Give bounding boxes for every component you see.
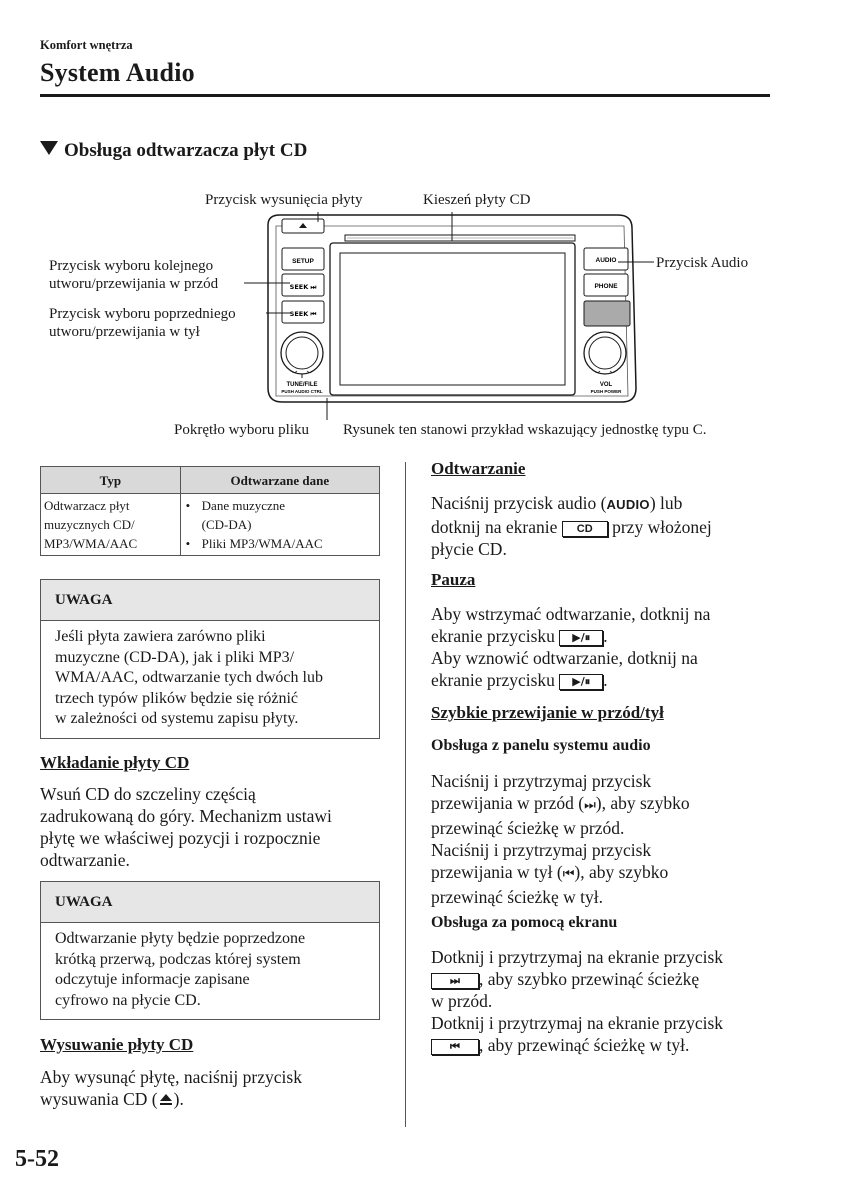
label-slot: Kieszeń płyty CD (423, 192, 531, 208)
label-next-2: utworu/przewijania w przód (49, 276, 219, 292)
page-title: System Audio (40, 58, 195, 87)
insert-heading: Wkładanie płyty CD (40, 753, 190, 772)
play-heading: Odtwarzanie (431, 459, 526, 478)
list-item: • Pliki MP3/WMA/AAC (185, 536, 323, 551)
audio-unit-diagram (0, 0, 845, 450)
vol-label: VOL (599, 382, 613, 388)
section-label: Komfort wnętrza (40, 38, 133, 52)
table-cell-type: Odtwarzacz płyt muzycznych CD/ MP3/WMA/AAC (41, 494, 181, 556)
insert-body: Wsuń CD do szczeliny częścią zadrukowaną do góry. Mechanizm ustawi płytę we właściwej pozycji i rozpocznie odtwarzanie. (40, 784, 332, 870)
audio-button-label: AUDIO (595, 257, 617, 264)
eject-heading: Wysuwanie płyty CD (40, 1035, 194, 1054)
panel-body: Naciśnij i przytrzymaj przycisk przewijania w przód (⏭), aby szybko przewinąć ścieżkę w przód. Naciśnij i przytrzymaj przycisk przewijania w tył (⏮), aby szybko przewinąć ścieżkę w tył. (431, 771, 690, 907)
eject-body: Aby wysunąć płytę, naciśnij przycisk wysuwania CD ( ). (40, 1067, 302, 1109)
panel-heading: Obsługa z panelu systemu audio (431, 737, 651, 754)
blank-button (584, 301, 630, 326)
table-row (41, 494, 380, 556)
note-title: UWAGA (41, 580, 379, 621)
table-cell-data (180, 494, 379, 556)
table-header-type: Typ (41, 467, 181, 494)
tune-file-knob[interactable] (286, 337, 318, 369)
volume-knob[interactable] (589, 337, 621, 369)
seek-forward-screen-button: ⏭ (431, 973, 479, 989)
screen-heading: Obsługa za pomocą ekranu (431, 914, 618, 931)
setup-button-label: SETUP (292, 258, 314, 265)
play-body: Naciśnij przycisk audio (AUDIO) lub dotknij na ekranie CD przy włożonej płycie CD. (431, 493, 712, 559)
note-box-2 (40, 881, 380, 1020)
play-pause-screen-button: ▶/⏸ (559, 630, 603, 646)
seek-forward-icon: ⏭ (584, 798, 596, 813)
label-eject: Przycisk wysunięcia płyty (205, 192, 363, 208)
pause-body: Aby wstrzymać odtwarzanie, dotknij na ekranie przycisku ▶/⏸ . Aby wznowić odtwarzanie, dotknij na ekranie przycisku ▶/⏸ . (431, 604, 711, 690)
audio-key-label: AUDIO (606, 497, 650, 512)
list-item: • Dane muzyczne (CD-DA) (185, 498, 286, 532)
page-number: 5-52 (15, 1146, 59, 1172)
playable-types-table (40, 466, 380, 556)
label-prev-2: utworu/przewijania w tył (49, 324, 200, 340)
label-knob: Pokrętło wyboru pliku (174, 422, 309, 438)
vol-sub-label: PUSH POWER (590, 389, 622, 394)
label-next-1: Przycisk wyboru kolejnego (49, 258, 214, 274)
label-prev-1: Przycisk wyboru poprzedniego (49, 306, 236, 322)
eject-icon (158, 1092, 174, 1106)
seek-back-icon: ⏮ (562, 867, 575, 882)
ffrw-heading: Szybkie przewijanie w przód/tył (431, 703, 664, 722)
note-body: Odtwarzanie płyty będzie poprzedzone krótką przerwą, podczas której system odczytuje informacje zapisane cyfrowo na płycie CD. (55, 930, 306, 1009)
pause-heading: Pauza (431, 570, 476, 589)
tune-label: TUNE/FILE (286, 382, 318, 388)
cd-screen-button: CD (562, 521, 608, 537)
seek-down-button-label: SEEK ⏮ (289, 310, 317, 318)
screen-body: Dotknij i przytrzymaj na ekranie przycisk ⏭ , aby szybko przewinąć ścieżkę w przód. Dotknij i przytrzymaj na ekranie przycisk ⏮ , aby przewinąć ścieżkę w tył. (431, 947, 724, 1055)
figure-caption: Rysunek ten stanowi przykład wskazujący jednostkę typu C. (343, 422, 707, 438)
phone-button-label: PHONE (594, 283, 618, 290)
note-title: UWAGA (41, 882, 379, 923)
tune-sub-label: PUSH AUDIO CTRL (281, 389, 323, 394)
seek-up-button-label: SEEK ⏭ (289, 283, 317, 291)
label-audio: Przycisk Audio (656, 255, 749, 271)
seek-back-screen-button: ⏮ (431, 1039, 479, 1055)
column-divider (405, 462, 406, 1127)
touch-screen[interactable] (340, 253, 565, 385)
play-pause-screen-button: ▶/⏸ (559, 674, 603, 690)
note-box-1 (40, 579, 380, 739)
table-header-data: Odtwarzane dane (180, 467, 379, 494)
note-body: Jeśli płyta zawiera zarówno pliki muzyczne (CD-DA), jak i pliki MP3/ WMA/AAC, odtwarzanie tych dwóch lub trzech typów plików będzie się różnić w zależności od systemu zapisu płyty. (55, 628, 323, 727)
section-heading-text: Obsługa odtwarzacza płyt CD (64, 140, 308, 161)
